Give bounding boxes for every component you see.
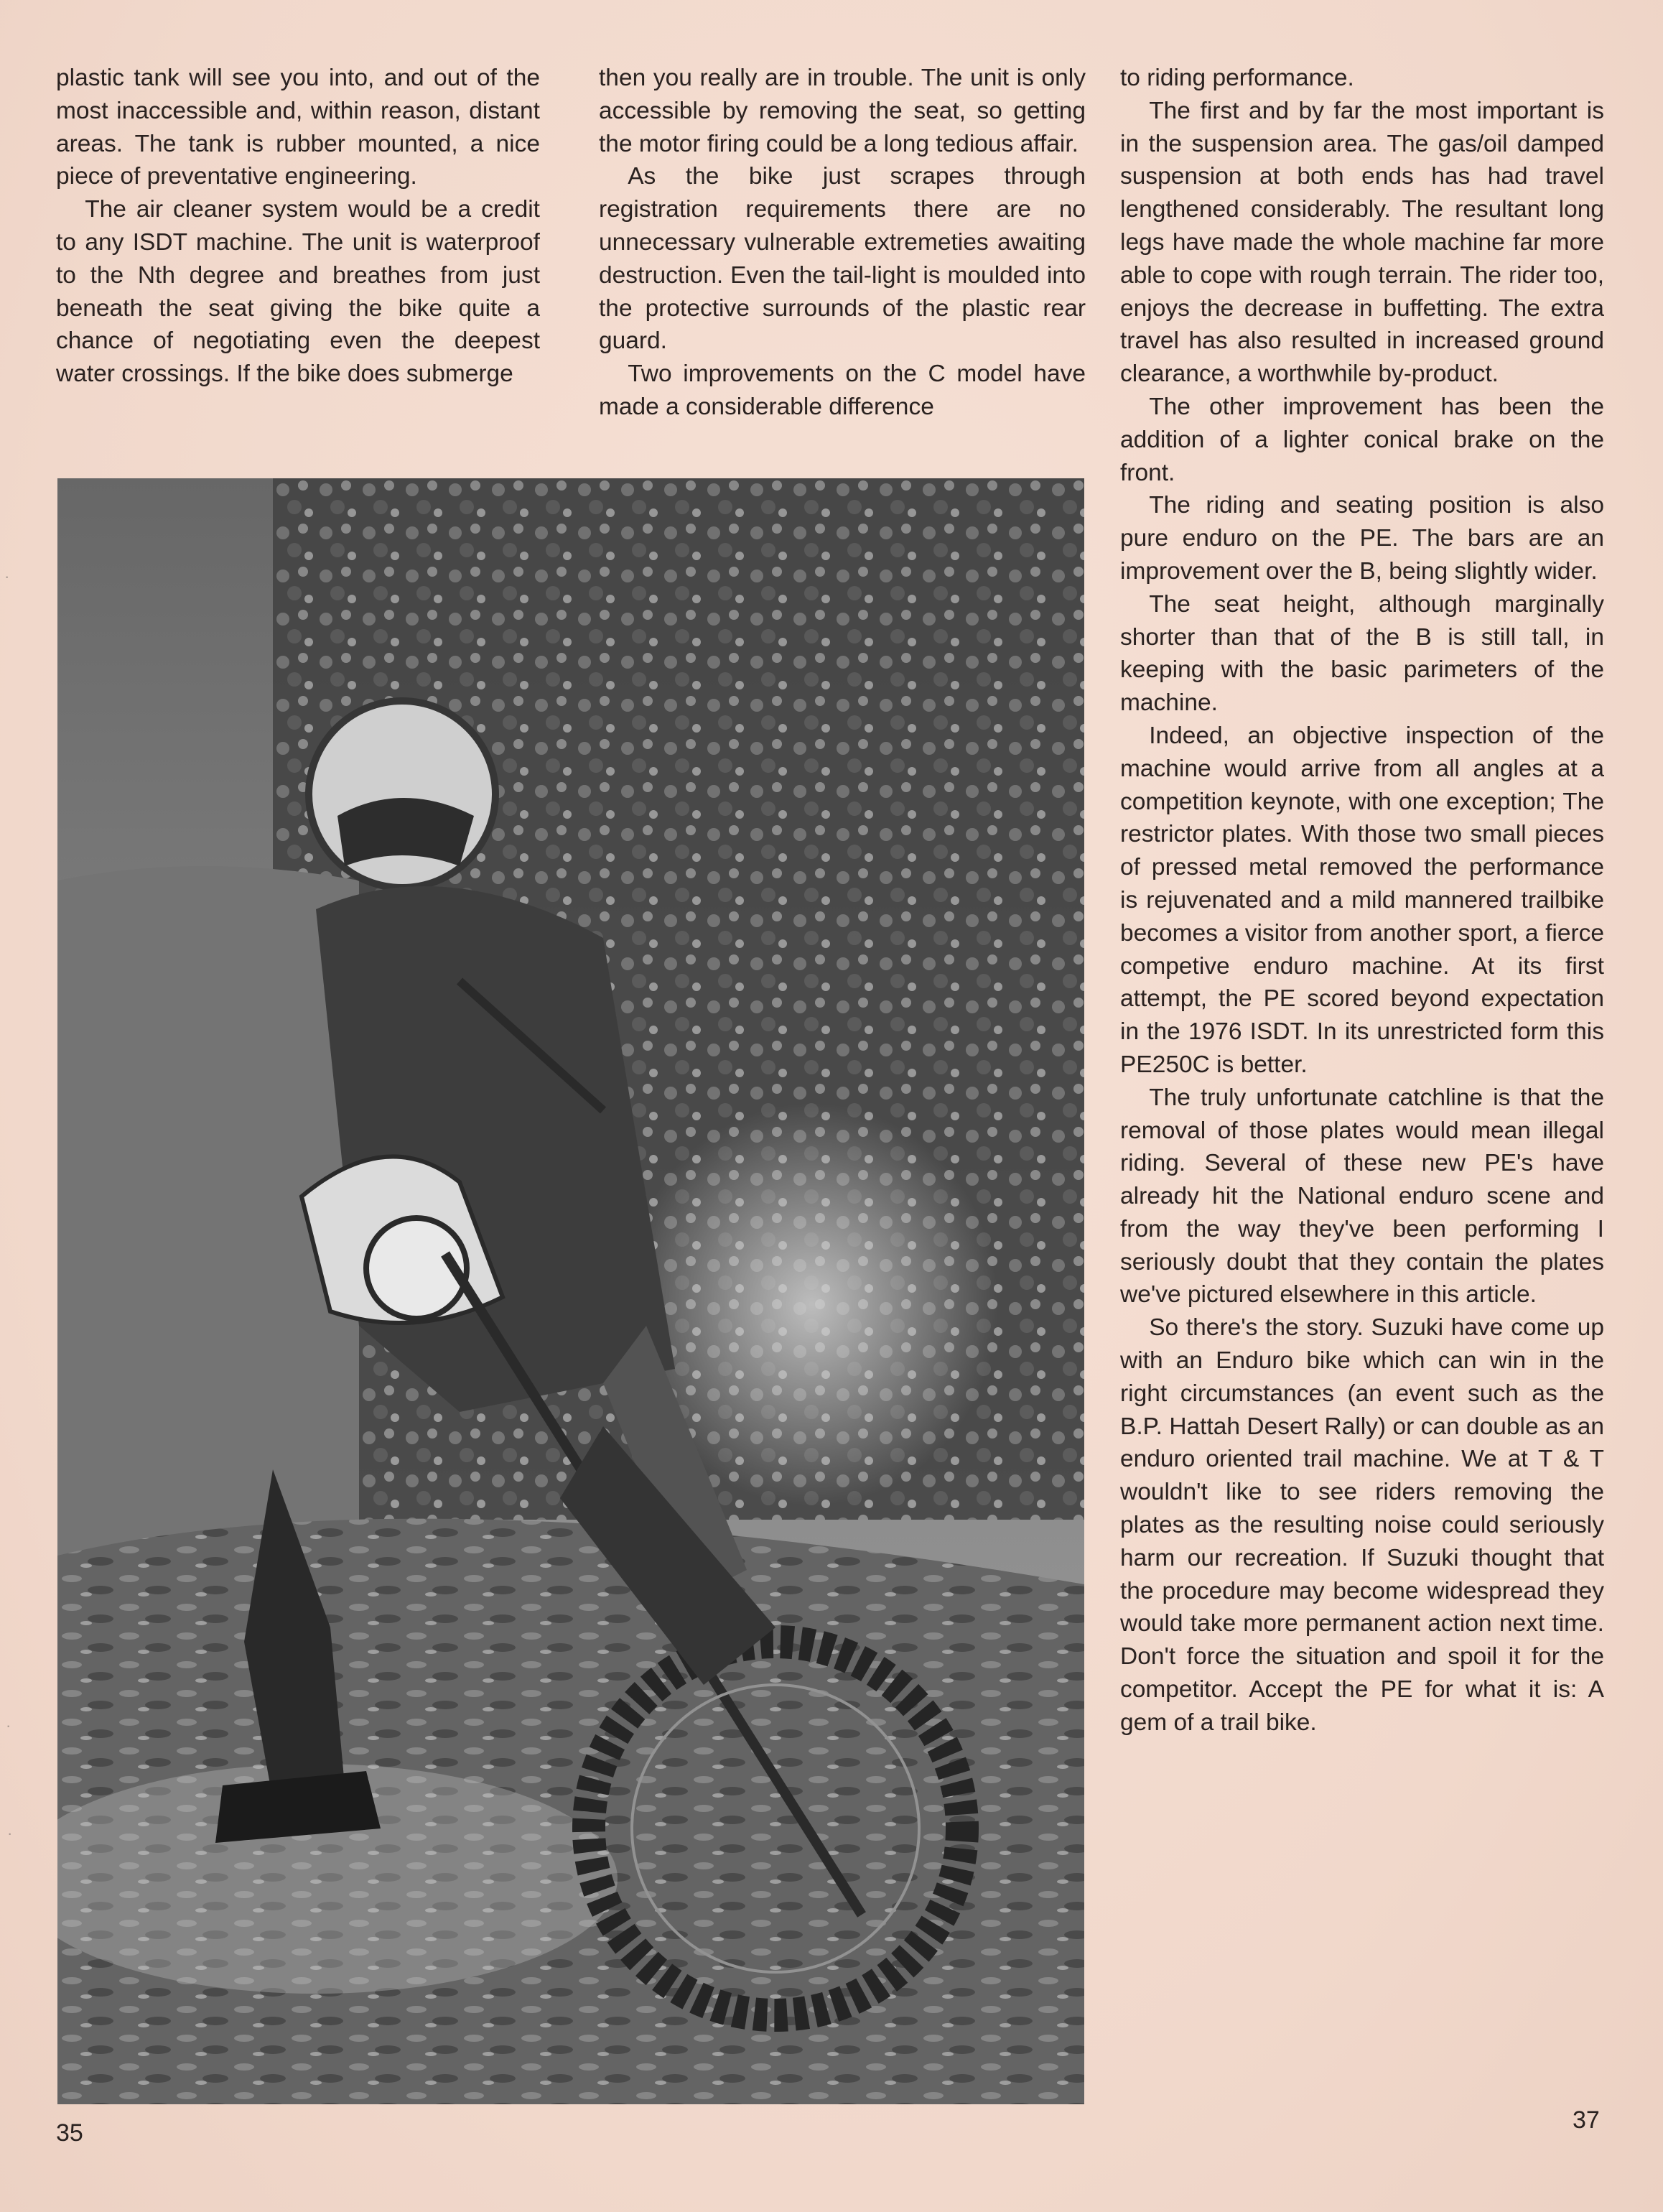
paragraph: The other improvement has been the addition of a lighter conical brake on the front. [1120, 393, 1604, 486]
page-number-right: 37 [1573, 2106, 1600, 2134]
paragraph: to riding performance. [1120, 65, 1354, 91]
paragraph: Two improvements on the C model have made a considerable difference [599, 361, 1086, 420]
paragraph: then you really are in trouble. The unit is only accessible by removing the seat, so getting the motor firing could be a long tedious affair. [599, 65, 1086, 157]
text-column-1 [56, 62, 540, 391]
text-column-2 [599, 62, 1086, 424]
paragraph: Indeed, an objective inspection of the machine would arrive from all angles at a competition keynote, with one exception; The restrictor plates. With those two small pieces of pressed metal removed the performance is rejuvenated and a mild mannered trailbike becomes a visitor from another sport, a fierce competive enduro machine. At its first attempt, the PE scored beyond expectation in the 1976 ISDT. In its unrestricted form this PE250C is better. [1120, 722, 1604, 1078]
motorcycle-rider-photo [57, 478, 1084, 2104]
binding-mark: · [6, 1716, 11, 1734]
paragraph: So there's the story. Suzuki have come up with an Enduro bike which can win in the right circumstances (an event such as the B.P. Hattah Desert Rally) or can double as an enduro oriented trail machine. We at T & T wouldn't like to see riders removing the plates as the resulting noise could seriously harm our recreation. If Suzuki thought that the procedure may become widespread they would take more permanent action next time. Don't force the situation and spoil it for the competitor. Accept the PE for what it is: A gem of a trail bike. [1120, 1314, 1604, 1736]
page-number-left: 35 [56, 2119, 83, 2147]
photo-illustration [57, 478, 1084, 2104]
paragraph: plastic tank will see you into, and out of the most inaccessible and, within reason, distant areas. The tank is rubber mounted, a nice piece of preventative engineering. [56, 65, 540, 190]
binding-mark: · [7, 1824, 13, 1842]
paragraph: The first and by far the most important is in the suspension area. The gas/oil damped suspension at both ends has had travel lengthened considerably. The resultant long legs have made the whole machine far more able to cope with rough terrain. The rider too, enjoys the decrease in buffetting. The extra travel has also resulted in increased ground clearance, a worthwhile by-product. [1120, 97, 1604, 388]
paragraph: As the bike just scrapes through registration requirements there are no unnecessary vulnerable extremeties awaiting destruction. Even the tail-light is moulded into the protective surrounds of the plastic rear guard. [599, 163, 1086, 355]
paragraph: The truly unfortunate catchline is that the removal of those plates would mean illegal riding. Several of these new PE's have already hit the National enduro scene and from the way they've been performing I seriously doubt that they contain the plates we've pictured elsewhere in this article. [1120, 1084, 1604, 1309]
text-column-3 [1120, 62, 1604, 1739]
binding-mark: · [4, 567, 10, 585]
paragraph: The air cleaner system would be a credit to any ISDT machine. The unit is waterproof to the Nth degree and breathes from just beneath the seat giving the bike quite a chance of negotiating even the deepest water crossings. If the bike does submerge [56, 196, 540, 388]
paragraph: The riding and seating position is also pure enduro on the PE. The bars are an improvement over the B, being slightly wider. [1120, 492, 1604, 585]
paragraph: The seat height, although marginally shorter than that of the B is still tall, in keeping with the basic parimeters of the machine. [1120, 590, 1604, 717]
